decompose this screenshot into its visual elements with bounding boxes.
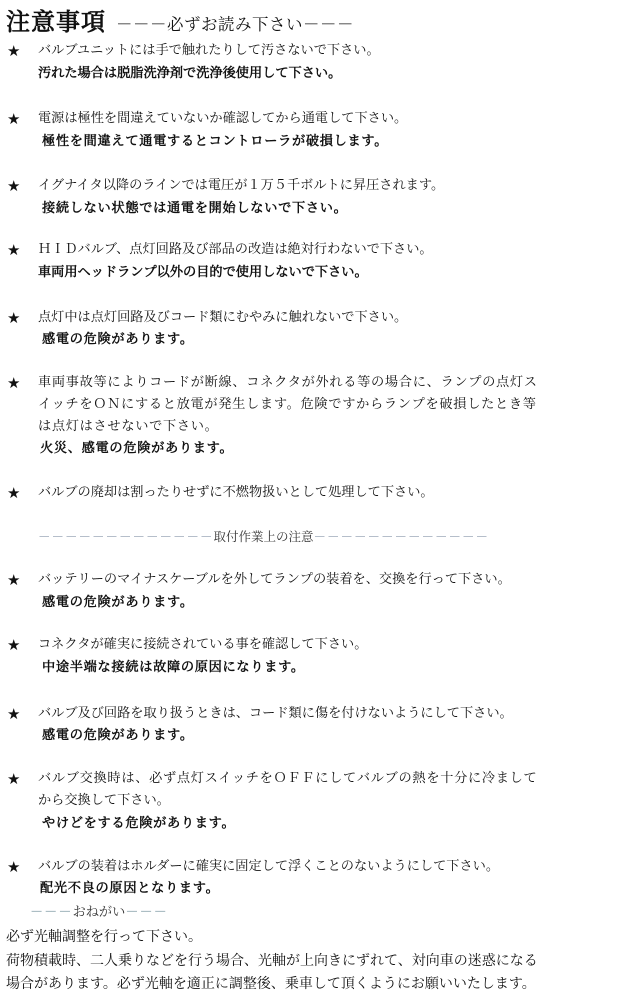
- page-subtitle: －－－必ずお読み下さい－－－: [116, 15, 354, 34]
- star-bullet-icon: ★: [7, 636, 21, 654]
- request-dashes-right: －－－: [125, 905, 168, 920]
- caution-warning: 配光不良の原因となります。: [40, 881, 220, 896]
- star-bullet-icon: ★: [7, 177, 21, 195]
- star-bullet-icon: ★: [7, 705, 21, 723]
- page-title: 注意事項: [6, 7, 106, 36]
- star-bullet-icon: ★: [7, 571, 21, 589]
- divider-label: 取付作業上の注意: [213, 529, 314, 544]
- caution-warning: 感電の危険があります。: [42, 332, 194, 347]
- caution-warning: やけどをする危険があります。: [42, 816, 236, 831]
- star-bullet-icon: ★: [7, 770, 21, 788]
- request-text: 荷物積載時、二人乗りなどを行う場合、光軸が上向きにずれて、対向車の迷惑になる: [6, 953, 538, 969]
- request-dashes-left: －－－: [30, 905, 73, 920]
- caution-text: イグナイタ以降のラインでは電圧が１万５千ボルトに昇圧されます。: [38, 178, 445, 193]
- star-bullet-icon: ★: [7, 484, 21, 502]
- star-bullet-icon: ★: [7, 110, 21, 128]
- star-bullet-icon: ★: [7, 309, 21, 327]
- header: [6, 2, 354, 37]
- caution-warning: 極性を間違えて通電するとコントローラが破損します。: [42, 134, 389, 149]
- caution-warning: 火災、感電の危険があります。: [40, 441, 234, 456]
- caution-text: バルブの廃却は割ったりせずに不燃物扱いとして処理して下さい。: [38, 485, 434, 500]
- caution-text: は点灯はさせないで下さい。: [38, 419, 219, 434]
- divider-dashes-right: －－－－－－－－－－－－－: [313, 529, 490, 544]
- caution-text: ＨＩＤバルブ、点灯回路及び部品の改造は絶対行わないで下さい。: [38, 242, 433, 257]
- request-heading: [30, 902, 168, 924]
- caution-text: コネクタが確実に接続されている事を確認して下さい。: [38, 637, 368, 652]
- caution-warning: 感電の危険があります。: [42, 728, 194, 743]
- caution-text: バッテリーのマイナスケーブルを外してランプの装着を、交換を行って下さい。: [38, 572, 511, 587]
- caution-text: バルブの装着はホルダーに確実に固定して浮くことのないようにして下さい。: [38, 859, 500, 874]
- caution-text: 電源は極性を間違えていないか確認してから通電して下さい。: [38, 111, 408, 126]
- star-bullet-icon: ★: [7, 374, 21, 392]
- caution-text: 点灯中は点灯回路及びコード類にむやみに触れないで下さい。: [38, 310, 408, 325]
- caution-warning: 車両用ヘッドランプ以外の目的で使用しないで下さい。: [38, 265, 368, 280]
- caution-text: バルブ及び回路を取り扱うときは、コード類に傷を付けないようにして下さい。: [38, 706, 513, 721]
- section-divider: [38, 526, 489, 548]
- caution-text: イッチをＯＮにすると放電が発生します。危険ですからランプを破損したとき等: [38, 397, 537, 412]
- caution-warning: 汚れた場合は脱脂洗浄剤で洗浄後使用して下さい。: [38, 66, 342, 81]
- divider-dashes-left: －－－－－－－－－－－－－: [38, 529, 214, 544]
- request-label: おねがい: [72, 905, 126, 920]
- request-text: 場合があります。必ず光軸を適正に調整後、乗車して頂くようにお願いいたします。: [6, 976, 536, 992]
- caution-text: 車両事故等によりコードが断線、コネクタが外れる等の場合に、ランプの点灯ス: [38, 375, 538, 390]
- star-bullet-icon: ★: [7, 858, 21, 876]
- star-bullet-icon: ★: [7, 241, 21, 259]
- request-text: 必ず光軸調整を行って下さい。: [6, 929, 202, 945]
- caution-text: から交換して下さい。: [38, 793, 170, 808]
- caution-text: バルブ交換時は、必ず点灯スイッチをＯＦＦにしてバルブの熱を十分に冷まして: [38, 771, 538, 786]
- caution-warning: 感電の危険があります。: [42, 595, 194, 610]
- caution-warning: 接続しない状態では通電を開始しないで下さい。: [42, 201, 348, 216]
- star-bullet-icon: ★: [7, 42, 21, 60]
- caution-text: バルブユニットには手で触れたりして汚さないで下さい。: [38, 43, 380, 58]
- caution-warning: 中途半端な接続は故障の原因になります。: [42, 660, 305, 675]
